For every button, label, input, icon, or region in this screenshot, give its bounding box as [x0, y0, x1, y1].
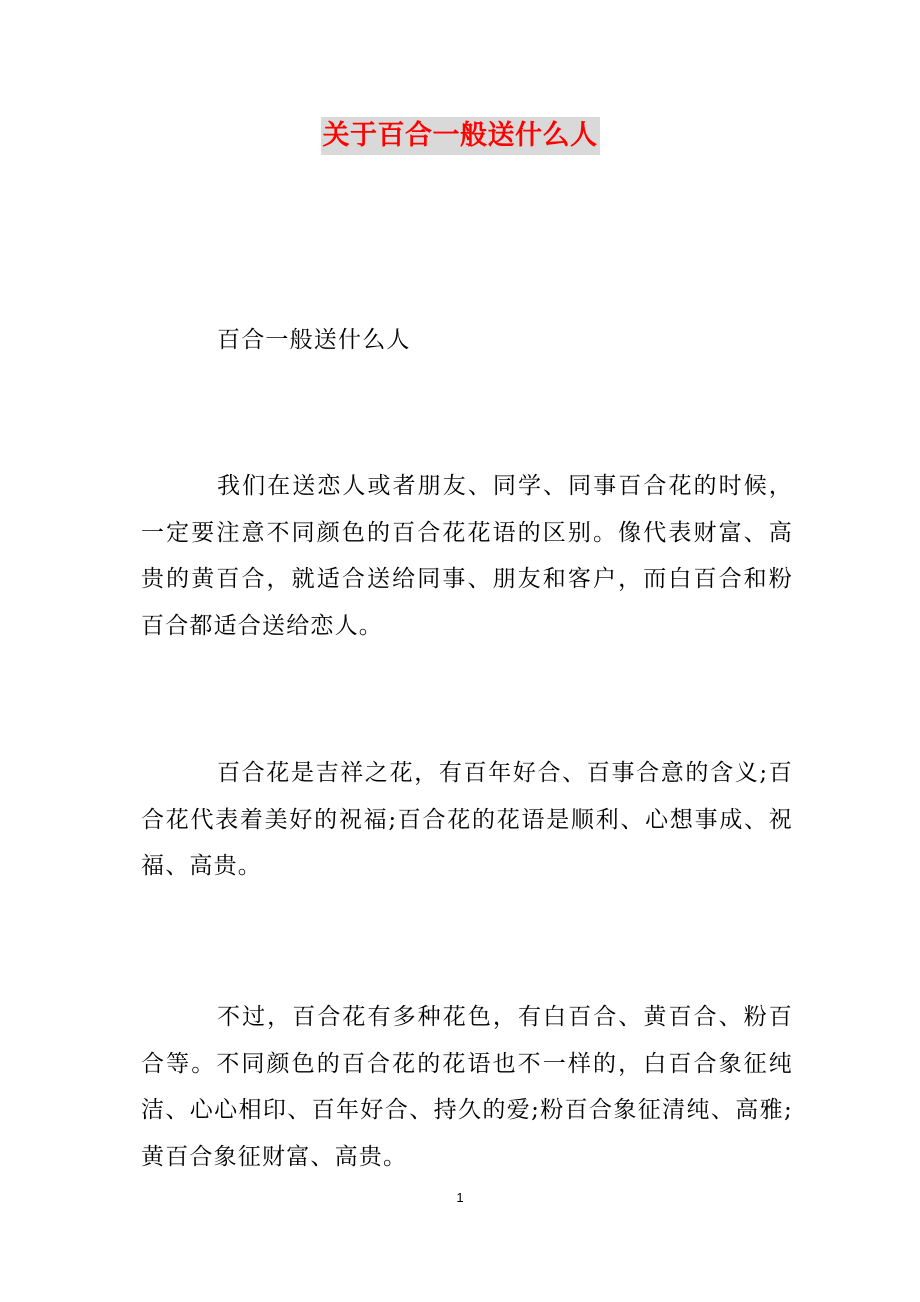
paragraph-meaning: 百合花是吉祥之花，有百年好合、百事合意的含义;百合花代表着美好的祝福;百合花的花语是顺利、心想事成、祝福、高贵。: [141, 760, 793, 879]
section-heading: 百合一般送什么人: [217, 327, 411, 353]
paragraph-gift-guide: 我们在送恋人或者朋友、同学、同事百合花的时候，一定要注意不同颜色的百合花花语的区别。像代表财富、高贵的黄百合，就适合送给同事、朋友和客户，而白百合和粉百合都适合送给恋人。: [141, 473, 793, 639]
paragraph-colors: 不过，百合花有多种花色，有白百合、黄百合、粉百合等。不同颜色的百合花的花语也不一样的，白百合象征纯洁、心心相印、百年好合、持久的爱;粉百合象征清纯、高雅;黄百合象征财富、高贵。: [141, 1004, 793, 1170]
title-container: [0, 117, 920, 155]
page-number: 1: [456, 1190, 464, 1205]
document-title: 关于百合一般送什么人: [321, 117, 600, 155]
